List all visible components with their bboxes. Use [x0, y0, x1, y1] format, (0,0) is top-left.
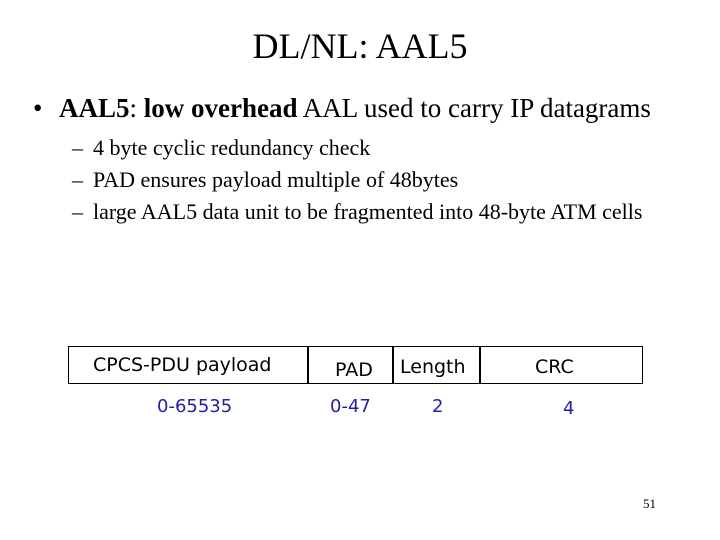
sub-bullet-item	[72, 164, 672, 196]
sub-bullet-item	[72, 196, 672, 228]
sub-bullet-dash: –	[72, 135, 83, 160]
sub-bullet-list	[72, 132, 672, 228]
sub-bullet-dash: –	[72, 199, 83, 224]
page-number: 51	[643, 496, 656, 511]
cell-divider	[392, 347, 394, 383]
field-label-pad: PAD	[335, 359, 373, 381]
sub-bullet-text: 4 byte cyclic redundancy check	[93, 135, 371, 160]
slide-title: DL/NL: AAL5	[252, 26, 468, 66]
sub-bullet-text: PAD ensures payload multiple of 48bytes	[93, 167, 459, 192]
field-size-crc: 4	[563, 398, 575, 419]
cell-divider	[307, 347, 309, 383]
field-size-length: 2	[432, 396, 444, 417]
main-bullet	[33, 92, 713, 124]
bullet-marker: •	[33, 93, 43, 123]
field-size-pad: 0-47	[330, 396, 371, 417]
sub-bullet-dash: –	[72, 167, 83, 192]
bullet-bold-aal5: AAL5	[59, 93, 130, 123]
cell-divider	[479, 347, 481, 383]
field-label-length: Length	[400, 356, 466, 378]
sub-bullet-text: large AAL5 data unit to be fragmented into 48-byte ATM cells	[93, 199, 643, 224]
bullet-bold-low-overhead: low overhead	[143, 93, 298, 123]
field-size-payload: 0-65535	[157, 396, 233, 417]
bullet-separator: :	[129, 93, 144, 123]
field-label-crc: CRC	[535, 356, 574, 378]
sub-bullet-item	[72, 132, 672, 164]
field-label-payload: CPCS-PDU payload	[93, 354, 272, 376]
bullet-rest: AAL used to carry IP datagrams	[297, 93, 651, 123]
